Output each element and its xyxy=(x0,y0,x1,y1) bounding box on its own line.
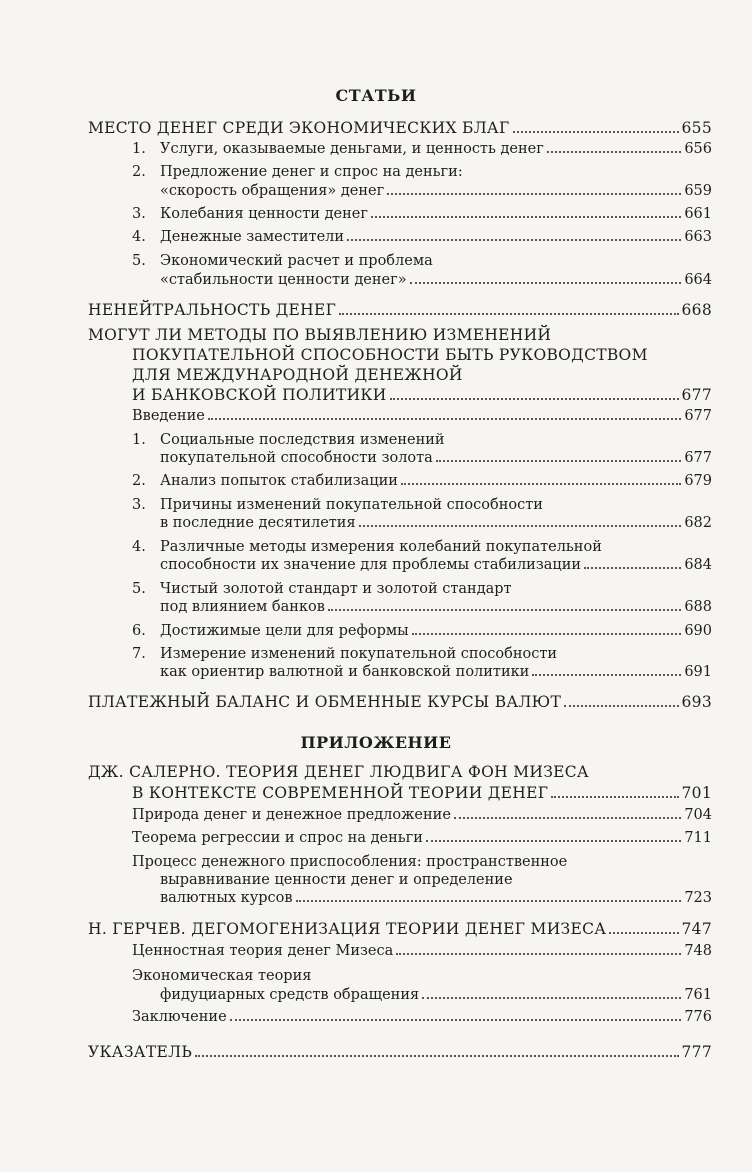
toc-entry-s4[interactable] xyxy=(88,693,712,711)
page-number: 677 xyxy=(684,408,712,424)
item-number: 3. xyxy=(132,206,146,222)
toc-entry-s5[interactable] xyxy=(132,784,712,802)
entry-title: «стабильности ценности денег» xyxy=(160,272,407,288)
entry-title: ПЛАТЕЖНЫЙ БАЛАНС И ОБМЕННЫЕ КУРСЫ ВАЛЮТ xyxy=(88,693,562,711)
toc-entry-s6-1[interactable] xyxy=(132,943,712,959)
page-number: 748 xyxy=(684,943,712,959)
page-number: 723 xyxy=(684,890,712,906)
page-number: 684 xyxy=(684,557,712,573)
leader-dots xyxy=(551,796,678,798)
entry-line: Предложение денег и спрос на деньги: xyxy=(160,164,463,180)
leader-dots xyxy=(396,953,681,955)
entry-title: Колебания ценности денег xyxy=(160,206,368,222)
toc-entry-s1[interactable] xyxy=(88,119,712,137)
toc-entry-s3-1[interactable] xyxy=(160,450,712,466)
entry-title: Теорема регрессии и спрос на деньги xyxy=(132,830,423,846)
entry-title: НЕНЕЙТРАЛЬНОСТЬ ДЕНЕГ xyxy=(88,301,337,319)
page-number: 711 xyxy=(684,830,712,846)
page-number: 761 xyxy=(684,987,712,1003)
page-number: 655 xyxy=(681,119,712,137)
entry-line: Экономическая теория xyxy=(132,968,312,984)
item-number: 4. xyxy=(132,229,146,245)
entry-line: Различные методы измерения колебаний покупательной xyxy=(160,539,602,555)
entry-line: Экономический расчет и проблема xyxy=(160,253,433,269)
entry-line: Социальные последствия изменений xyxy=(160,432,445,448)
entry-title: в последние десятилетия xyxy=(160,515,356,531)
toc-entry-s1-1[interactable] xyxy=(160,141,712,157)
leader-dots xyxy=(339,313,678,315)
page-number: 663 xyxy=(684,229,712,245)
page-number: 677 xyxy=(684,450,712,466)
leader-dots xyxy=(426,840,681,842)
entry-line: МОГУТ ЛИ МЕТОДЫ ПО ВЫЯВЛЕНИЮ ИЗМЕНЕНИЙ xyxy=(88,326,552,344)
toc-entry-s3-7[interactable] xyxy=(160,664,712,680)
entry-title: валютных курсов xyxy=(160,890,293,906)
entry-line: Процесс денежного приспособления: пространственное xyxy=(132,854,568,870)
entry-title: Н. ГЕРЧЕВ. ДЕГОМОГЕНИЗАЦИЯ ТЕОРИИ ДЕНЕГ МИЗЕСА xyxy=(88,920,607,938)
page-number: 664 xyxy=(684,272,712,288)
toc-entry-s1-5[interactable] xyxy=(160,272,712,288)
page-number: 677 xyxy=(681,386,712,404)
entry-line: ДЛЯ МЕЖДУНАРОДНОЙ ДЕНЕЖНОЙ xyxy=(132,366,463,384)
item-number: 5. xyxy=(132,581,146,597)
toc-entry-s3-4[interactable] xyxy=(160,557,712,573)
leader-dots xyxy=(454,817,681,819)
toc-entry-s3-5[interactable] xyxy=(160,599,712,615)
page-number: 656 xyxy=(684,141,712,157)
articles-heading: СТАТЬИ xyxy=(335,86,417,105)
toc-entry-s3[interactable] xyxy=(132,386,712,404)
leader-dots xyxy=(390,398,679,400)
toc-entry-s1-2[interactable] xyxy=(160,183,712,199)
entry-title: МЕСТО ДЕНЕГ СРЕДИ ЭКОНОМИЧЕСКИХ БЛАГ xyxy=(88,119,510,137)
toc-entry-s3-2[interactable] xyxy=(160,473,712,489)
leader-dots xyxy=(401,483,681,485)
item-number: 1. xyxy=(132,141,146,157)
toc-entry-s3-intro[interactable] xyxy=(132,408,712,424)
page-number: 679 xyxy=(684,473,712,489)
leader-dots xyxy=(387,193,681,195)
item-number: 5. xyxy=(132,253,146,269)
item-number: 3. xyxy=(132,497,146,513)
page-number: 776 xyxy=(684,1009,712,1025)
entry-title: как ориентир валютной и банковской политики xyxy=(160,664,530,680)
entry-title: В КОНТЕКСТЕ СОВРЕМЕННОЙ ТЕОРИИ ДЕНЕГ xyxy=(132,784,549,802)
item-number: 6. xyxy=(132,623,146,639)
toc-entry-index[interactable] xyxy=(88,1043,712,1061)
page-number: 747 xyxy=(681,920,712,938)
page-number: 701 xyxy=(681,784,712,802)
entry-title: Достижимые цели для реформы xyxy=(160,623,409,639)
entry-title: Заключение xyxy=(132,1009,227,1025)
entry-title: Анализ попыток стабилизации xyxy=(160,473,398,489)
leader-dots xyxy=(564,705,678,707)
entry-title: под влиянием банков xyxy=(160,599,325,615)
entry-title: Природа денег и денежное предложение xyxy=(132,807,451,823)
toc-entry-s3-3[interactable] xyxy=(160,515,712,531)
item-number: 7. xyxy=(132,646,146,662)
item-number: 4. xyxy=(132,539,146,555)
appendix-heading: ПРИЛОЖЕНИЕ xyxy=(300,733,452,752)
page-number: 777 xyxy=(681,1043,712,1061)
toc-entry-s6-2[interactable] xyxy=(160,987,712,1003)
leader-dots xyxy=(584,567,681,569)
toc-entry-s1-4[interactable] xyxy=(160,229,712,245)
entry-line: ПОКУПАТЕЛЬНОЙ СПОСОБНОСТИ БЫТЬ РУКОВОДСТВОМ xyxy=(132,346,648,364)
leader-dots xyxy=(195,1055,678,1057)
page-number: 690 xyxy=(684,623,712,639)
page-number: 659 xyxy=(684,183,712,199)
leader-dots xyxy=(359,525,682,527)
entry-title: способности их значение для проблемы стабилизации xyxy=(160,557,582,573)
item-number: 2. xyxy=(132,473,146,489)
leader-dots xyxy=(347,239,681,241)
leader-dots xyxy=(328,609,681,611)
leader-dots xyxy=(410,282,682,284)
leader-dots xyxy=(513,131,679,133)
entry-title: «скорость обращения» денег xyxy=(160,183,385,199)
page-number: 688 xyxy=(684,599,712,615)
leader-dots xyxy=(609,932,678,934)
toc-entry-s5-1[interactable] xyxy=(132,807,712,823)
leader-dots xyxy=(547,151,682,153)
page-number: 661 xyxy=(684,206,712,222)
page-number: 704 xyxy=(684,807,712,823)
leader-dots xyxy=(230,1019,682,1021)
leader-dots xyxy=(436,460,681,462)
toc-entry-s3-6[interactable] xyxy=(160,623,712,639)
item-number: 1. xyxy=(132,432,146,448)
leader-dots xyxy=(371,216,681,218)
entry-line: Причины изменений покупательной способности xyxy=(160,497,543,513)
entry-line: ДЖ. САЛЕРНО. ТЕОРИЯ ДЕНЕГ ЛЮДВИГА ФОН МИЗЕСА xyxy=(88,763,589,781)
toc-entry-s2[interactable] xyxy=(88,301,712,319)
entry-title: Ценностная теория денег Мизеса xyxy=(132,943,394,959)
entry-title: покупательной способности золота xyxy=(160,450,433,466)
entry-line: выравнивание ценности денег и определение xyxy=(160,872,513,888)
entry-title: Денежные заместители xyxy=(160,229,345,245)
entry-line: Измерение изменений покупательной способности xyxy=(160,646,558,662)
entry-title: Услуги, оказываемые деньгами, и ценность денег xyxy=(160,141,544,157)
entry-title: И БАНКОВСКОЙ ПОЛИТИКИ xyxy=(132,386,387,404)
item-number: 2. xyxy=(132,164,146,180)
toc-entry-s5-3[interactable] xyxy=(160,890,712,906)
entry-title: УКАЗАТЕЛЬ xyxy=(88,1043,193,1061)
toc-entry-s1-3[interactable] xyxy=(160,206,712,222)
page-number: 693 xyxy=(681,693,712,711)
toc-entry-s6[interactable] xyxy=(88,920,712,938)
leader-dots xyxy=(422,997,681,999)
entry-title: Введение xyxy=(132,408,205,424)
leader-dots xyxy=(296,900,682,902)
toc-entry-s6-3[interactable] xyxy=(132,1009,712,1025)
leader-dots xyxy=(532,674,681,676)
page-number: 682 xyxy=(684,515,712,531)
toc-entry-s5-2[interactable] xyxy=(132,830,712,846)
page-number: 691 xyxy=(684,664,712,680)
leader-dots xyxy=(208,418,681,420)
entry-title: фидуциарных средств обращения xyxy=(160,987,420,1003)
page-number: 668 xyxy=(681,301,712,319)
leader-dots xyxy=(412,633,682,635)
entry-line: Чистый золотой стандарт и золотой стандарт xyxy=(160,581,512,597)
